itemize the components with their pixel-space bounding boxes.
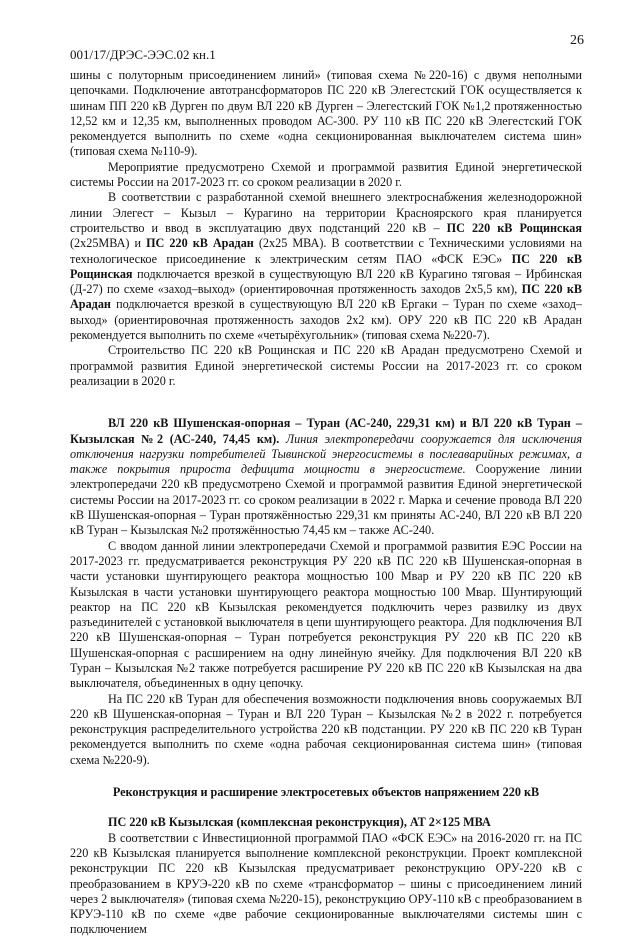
page-number: 26 xyxy=(570,33,584,48)
text-run: В соответствии с разработанной схемой внешнего электроснабжения железнодорожной линии Элегест – Кызыл – Курагино на территории Красноярского края планируется строительство и ввод в эксплуатацию двух подстанций 220 кВ – xyxy=(70,190,582,235)
text-run: подключается врезкой в существующую ВЛ 220 кВ Ергаки – Туран по схеме «заход–выход» (ориентировочная протяженность заходов 2х2 км). ОРУ 220 кВ ПС 220 кВ Арадан рекомендуется выполнить по схеме «четырёхугольник» (типовая схема №220-7). xyxy=(70,297,582,343)
bold-subtitle: ПС 220 кВ Кызылская (комплексная реконструкция), АТ 2×125 МВА xyxy=(108,815,491,830)
bold-heading-vl-turan: ВЛ 220 кВ Шушенская-опорная – Туран (АС-240, 229,31 км) и ВЛ 220 кВ Туран – Кызылская №2 (АС-240, 74,45 км). xyxy=(70,416,582,446)
text-run: (2х25МВА) и xyxy=(70,236,147,251)
paragraph-new-substations xyxy=(70,190,582,343)
text-run: (2х25 МВА). В соответствии с Техническими условиями на технологическое присоединение к электрическим сетям ПАО «ФСК ЕЭС» xyxy=(70,236,583,266)
text-run: Сооружение линии электропередачи 220 кВ предусмотрено Схемой и программой развития Единой энергетической системы России на 2017-2023 гг. со сроком реализации в 2022 г. Марка и сечение провода ВЛ 220 кВ Шушенская-опорная – Туран протяжённостью 229,31 км приняты АС-240, ВЛ 220 кВ ВЛ 220 кВ Туран – Кызылская №2 протяжённостью 74,45 км – также АС-240. xyxy=(70,462,582,538)
paragraph-kyzylskaya: В соответствии с Инвестиционной программой ПАО «ФСК ЕЭС» на 2016-2020 гг. на ПС 220 кВ Кызылская планируется выполнение комплексной реконструкции. Проект комплексной реконструкции ПС 220 кВ Кызылская предусматривает реконструкцию ОРУ-220 кВ с преобразованием в КРУЭ-220 кВ по схеме «трансформатор – шины с присоединением линий через 2 выключателя» (типовая схема №220-15), реконструкцию ОРУ-110 кВ с преобразованием в КРУЭ-110 кВ по схеме «две рабочие секционированные выключателями системы шин с подключением xyxy=(70,830,582,937)
paragraph-reactors: С вводом данной линии электропередачи Схемой и программой развития ЕЭС России на 2017-2023 гг. предусматривается реконструкция РУ 220 кВ ПС 220 кВ Шушенская-опорная в части установки шунтирующего реактора мощностью 100 Мвар и РУ 220 кВ ПС 220 кВ Кызылская в части установки шунтирующего реактора мощностью 100 Мвар. Шунтирующий реактор на ПС 220 кВ Кызылская рекомендуется подключить через развилку из двух разъединителей с установкой выключателя в цепи шунтирующего реактора. Для подключения ВЛ 220 кВ Шушенская-опорная – Туран потребуется реконструкция РУ 220 кВ ПС 220 кВ Шушенская-опорная с расширением на одну линейную ячейку. Для подключения ВЛ 220 кВ Туран – Кызылская №2 также потребуется расширение РУ 220 кВ ПС 220 кВ Кызылская на два выключателя, объединенных в одну цепочку. xyxy=(70,538,582,691)
bold-run-aradan-2: ПС 220 кВ Арадан xyxy=(70,282,582,312)
paragraph-program-2020: Мероприятие предусмотрено Схемой и программой развития Единой энергетической системы России на 2017-2023 гг. со сроком реализации в 2020 г. xyxy=(70,159,582,190)
paragraph-turan-reconstruction: На ПС 220 кВ Туран для обеспечения возможности подключения вновь сооружаемых ВЛ 220 кВ Шушенская-опорная – Туран и ВЛ 220 Туран – Кызылская №2 в 2022 г. потребуется реконструкция распределительного устройства 220 кВ подстанции. РУ 220 кВ ПС 220 кВ Туран рекомендуется выполнить по схеме «одна рабочая секционированная система шин» (типовая схема №220-9). xyxy=(70,691,582,767)
section-title: Реконструкция и расширение электросетевых объектов напряжением 220 кВ xyxy=(112,785,540,800)
paragraph-construction-2020: Строительство ПС 220 кВ Рощинская и ПС 220 кВ Арадан предусмотрено Схемой и программой развития Единой энергетической системы России на 2017-2023 гг. со сроком реализации в 2020 г. xyxy=(70,343,582,388)
text-run: подключается врезкой в существующую ВЛ 220 кВ Курагино тяговая – Ирбинская (Д-27) по схеме «заход–выход» (ориентировочная протяженность заходов 2х5,5 км), xyxy=(70,266,582,297)
bold-run-aradan: ПС 220 кВ Арадан xyxy=(146,236,254,251)
bold-run-roshchinskaya-2: ПС 220 кВ Рощинская xyxy=(70,251,583,281)
subsection-title xyxy=(70,815,582,830)
italic-run: Линия электропередачи сооружается для исключения отключения нагрузки потребителей Тывинской энергосистемы в послеаварийных режимах, а также покрытия прироста дефицита мощности в энергосистеме. xyxy=(70,431,582,477)
document-body xyxy=(70,68,582,938)
document-number: 001/17/ДРЭС-ЭЭС.02 кн.1 xyxy=(70,47,216,62)
bold-run-roshchinskaya: ПС 220 кВ Рощинская xyxy=(446,220,582,235)
paragraph-continuation: шины с полуторным присоединением линий» (типовая схема №220-16) с двумя неполными цепочками. Подключение автотрансформаторов ПС 220 кВ Элегестский ГОК осуществляется к шинам ПП 220 кВ Дурген по двум ВЛ 220 кВ Дурген – Элегестский ГОК №1,2 протяженностью 12,52 км и 12,35 км, выполненных проводом АС-300. РУ 110 кВ ПС 220 кВ Элегестский ГОК рекомендуется выполнить по схеме «одна секционированная выключателем система шин» (типовая схема №110-9). xyxy=(70,68,582,159)
paragraph-vl-turan xyxy=(70,416,582,538)
